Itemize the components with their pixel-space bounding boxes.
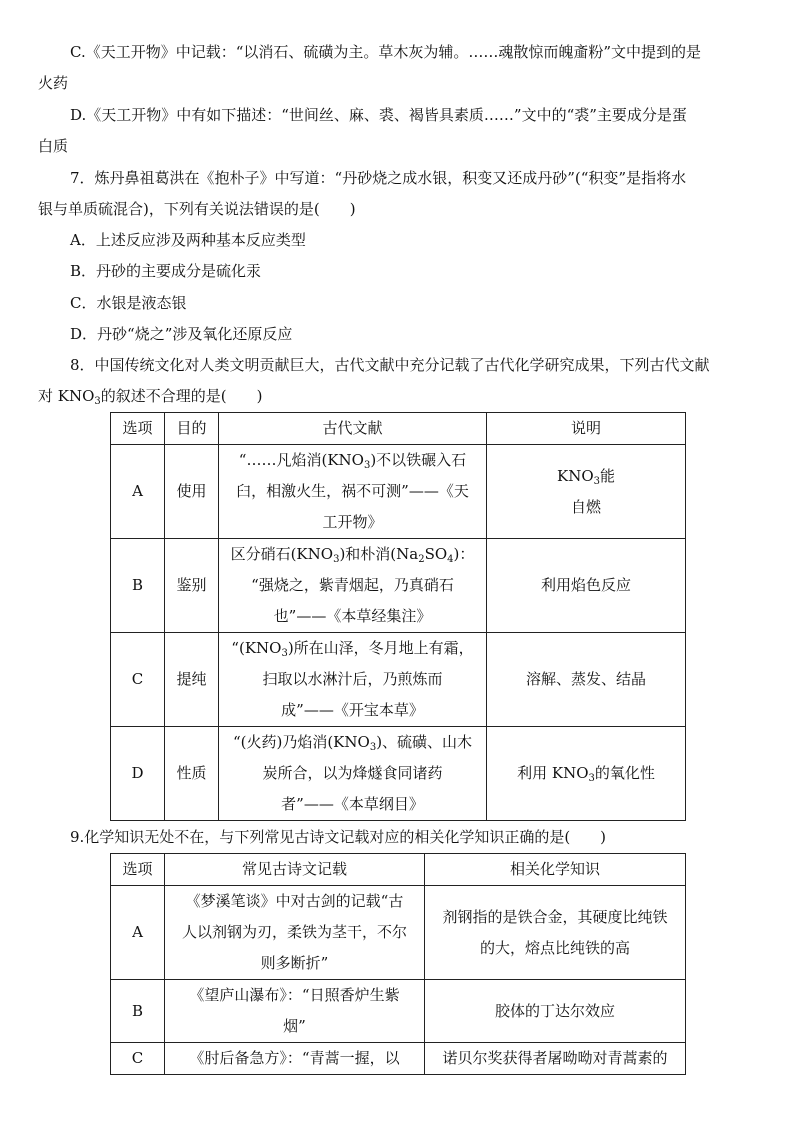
table8-option-b: B <box>111 539 165 633</box>
table-row <box>111 727 686 821</box>
question-7-option-c: C．水银是液态银 <box>70 294 187 312</box>
question-7-option-b: B．丹砂的主要成分是硫化汞 <box>70 262 262 280</box>
question-9-line1: 9.化学知识无处不在，与下列常见古诗文记载对应的相关化学知识正确的是( ) <box>70 828 607 846</box>
table8-purpose-d: 性质 <box>165 727 219 821</box>
table9-record-b: 《望庐山瀑布》：“日照香炉生紫 烟” <box>165 980 425 1043</box>
table8-header-literature: 古代文献 <box>219 413 487 445</box>
table8-purpose-a: 使用 <box>165 445 219 539</box>
table9-header-record: 常见古诗文记载 <box>165 854 425 886</box>
table9-option-b: B <box>111 980 165 1043</box>
table9-record-c: 《肘后备急方》：“青蒿一握，以 <box>165 1043 425 1075</box>
table8-purpose-c: 提纯 <box>165 633 219 727</box>
table8-note-d: 利用 $KNO_3$的氧化性 <box>487 727 686 821</box>
table-row <box>111 633 686 727</box>
table8-note-c: 溶解、蒸发、结晶 <box>487 633 686 727</box>
option-d-line1: D.《天工开物》中有如下描述：“世间丝、麻、裘、褐皆具素质……”文中的“裘”主要成分是蛋 <box>70 106 687 124</box>
question-7-option-d: D．丹砂“烧之”涉及氧化还原反应 <box>70 325 293 343</box>
table8-note-a: $KNO_3$能 自燃 <box>487 445 686 539</box>
table9-record-a: 《梦溪笔谈》中对古剑的记载“古 人以剂钢为刃，柔铁为茎干，不尔 则多断折” <box>165 886 425 980</box>
table8-literature-c: “$(KNO_3)$所在山泽，冬月地上有霜， 扫取以水淋汁后，乃煎炼而 成”——《开宝本草》 <box>219 633 487 727</box>
question-7-line2: 银与单质硫混合)，下列有关说法错误的是( ) <box>38 200 356 218</box>
question-7-option-a: A．上述反应涉及两种基本反应类型 <box>70 231 306 249</box>
table8-literature-b: 区分硝石$(KNO_3)$和朴消$(Na_2SO_4)$： “强烧之，紫青烟起，乃真硝石 也”——《本草经集注》 <box>219 539 487 633</box>
table8-literature-d: “(火药)乃焰消$(KNO_3)$、硫磺、山木 炭所合，以为烽燧食同诸药 者”——《本草纲目》 <box>219 727 487 821</box>
table9-knowledge-a: 剂钢指的是铁合金，其硬度比纯铁 的大，熔点比纯铁的高 <box>425 886 686 980</box>
question-8-line1: 8．中国传统文化对人类文明贡献巨大，古代文献中充分记载了古代化学研究成果，下列古代文献 <box>70 356 710 374</box>
question-7-line1: 7．炼丹鼻祖葛洪在《抱朴子》中写道：“丹砂烧之成水银，积变又还成丹砂”(“积变”是指将水 <box>70 169 687 187</box>
table8-note-b: 利用焰色反应 <box>487 539 686 633</box>
table9-header-knowledge: 相关化学知识 <box>425 854 686 886</box>
option-d-line2: 白质 <box>38 137 69 155</box>
table9-knowledge-b: 胶体的丁达尔效应 <box>425 980 686 1043</box>
table-row <box>111 539 686 633</box>
table8-header-purpose: 目的 <box>165 413 219 445</box>
table8-option-c: C <box>111 633 165 727</box>
option-c-line2: 火药 <box>38 74 69 92</box>
option-c-line1: C.《天工开物》中记载：“以消石、硫磺为主。草木灰为辅。……魂散惊而魄齑粉”文中提到的是 <box>70 43 702 61</box>
question-8-table <box>110 412 686 821</box>
table-row <box>111 1043 686 1075</box>
question-9-table <box>110 853 686 1075</box>
table8-header-option: 选项 <box>111 413 165 445</box>
table8-header-note: 说明 <box>487 413 686 445</box>
table-row <box>111 980 686 1043</box>
table9-option-a: A <box>111 886 165 980</box>
table8-option-a: A <box>111 445 165 539</box>
question-8-line2: 对 $KNO_3$的叙述不合理的是( ) <box>38 387 263 407</box>
table-row <box>111 445 686 539</box>
table8-purpose-b: 鉴别 <box>165 539 219 633</box>
table9-header-option: 选项 <box>111 854 165 886</box>
table8-option-d: D <box>111 727 165 821</box>
table8-literature-a: “……凡焰消$(KNO_3)$不以铁碾入石 臼，相激火生，祸不可测”——《天 工开物》 <box>219 445 487 539</box>
table-row <box>111 886 686 980</box>
table9-knowledge-c: 诺贝尔奖获得者屠呦呦对青蒿素的 <box>425 1043 686 1075</box>
table9-option-c: C <box>111 1043 165 1075</box>
